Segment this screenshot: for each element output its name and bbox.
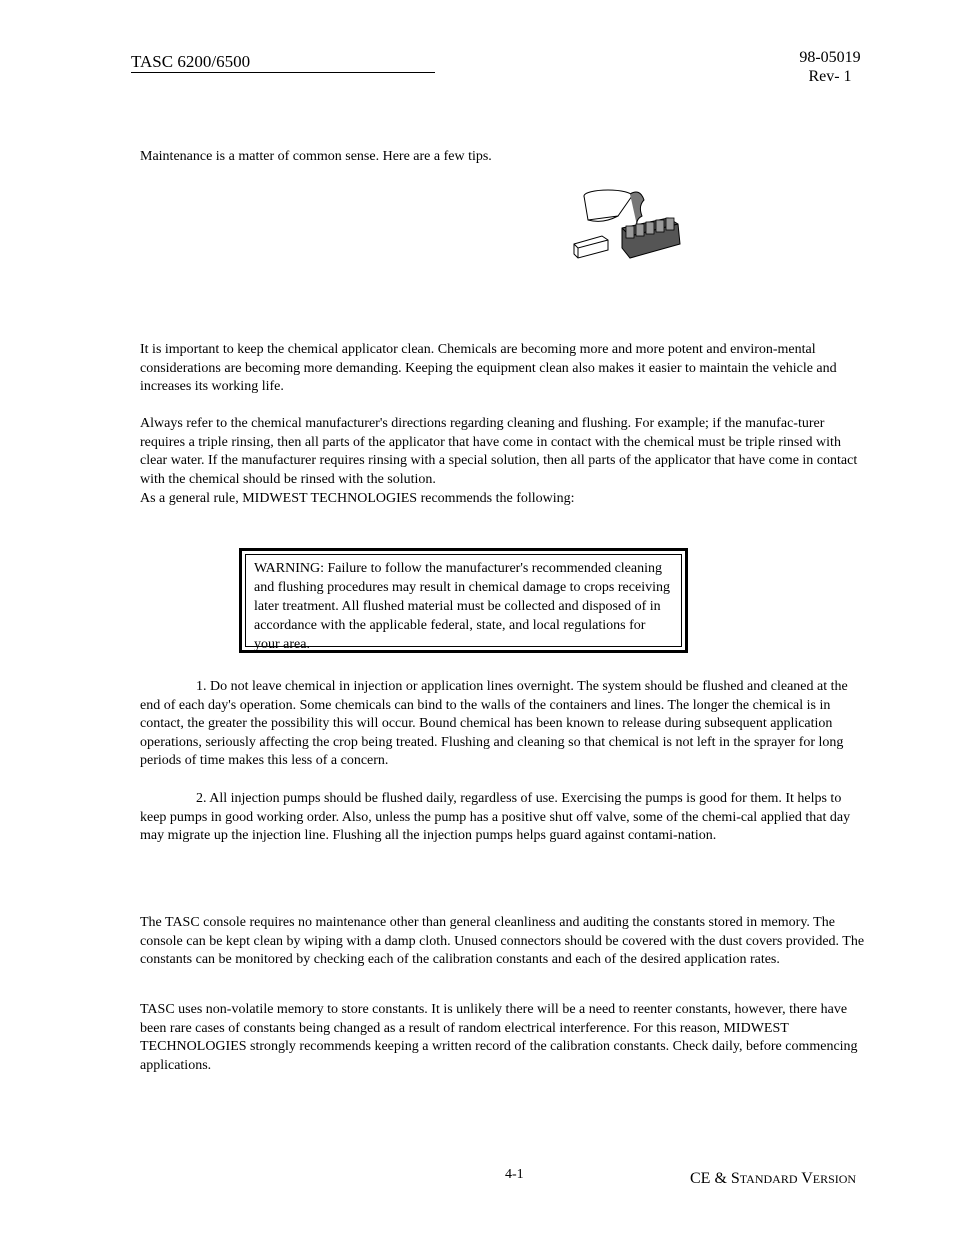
list-item-2-text: 2. All injection pumps should be flushed daily, regardless of use. Exercising the pumps is good for them. It helps to keep pumps in good working order. Also, unless the pump has a positive shut off valve, some of the chemi-cal applied that day may migrate up the injection line. Flushing all the injection pumps helps guard against contami-nation. <box>140 791 851 844</box>
intro-text: Maintenance is a matter of common sense. Here are a few tips. <box>140 149 492 164</box>
header-title: TASC 6200/6500 <box>131 52 435 73</box>
warning-box <box>239 548 688 653</box>
paragraph-general-rule: As a general rule, MIDWEST TECHNOLOGIES recommends the following: <box>140 491 575 506</box>
cleaning-illustration <box>568 186 683 261</box>
paragraph-cleanliness: It is important to keep the chemical applicator clean. Chemicals are becoming more and more potent and environ-mental considerations are becoming more demanding. Keeping the equipment clean also makes it easier to maintain the vehicle and increases its working life. <box>140 342 837 395</box>
revision: Rev- 1 <box>808 68 852 85</box>
version-label <box>690 1170 856 1188</box>
version-tandard: TANDARD <box>739 1172 798 1186</box>
paragraph-non-volatile-memory: TASC uses non-volatile memory to store constants. It is unlikely there will be a need to reenter constants, however, there have been rare cases of constants being changed as a result of random electrical interference. For this reason, MIDWEST TECHNOLOGIES strongly recommends keeping a written record of the calibration constants. Check daily, before commencing applications. <box>140 1002 858 1073</box>
list-item-2 <box>140 790 870 846</box>
paragraph-manufacturer-directions: Always refer to the chemical manufacturer's directions regarding cleaning and flushing. For example; if the manufac-turer requires a triple rinsing, then all parts of the applicator that have come in contact with the chemical must be triple rinsed with clear water. If the manufacturer requires rinsing with a special solution, then all parts of the applicator that have come in contact with the chemical should be rinsed with the solution. <box>140 416 858 487</box>
doc-number: 98-05019 <box>799 49 861 66</box>
version-s: S <box>730 1170 740 1187</box>
version-ersion: ERSION <box>812 1172 857 1186</box>
version-v: V <box>797 1170 813 1187</box>
version-ce: CE & <box>690 1170 731 1187</box>
paragraph-console-maintenance: The TASC console requires no maintenance other than general cleanliness and auditing the constants stored in memory. The console can be kept clean by wiping with a damp cloth. Unused connectors should be covered with the dust covers provided. The constants can be monitored by checking each of the calibration constants and each of the desired application rates. <box>140 915 865 968</box>
header-doc-info <box>760 48 900 86</box>
list-item-1 <box>140 678 870 771</box>
page-number: 4-1 <box>505 1167 524 1182</box>
list-item-1-text: 1. Do not leave chemical in injection or application lines overnight. The system should be flushed and cleaned at the end of each day's operation. Some chemicals can bind to the walls of the containers and lines. The longer the chemical is in contact, the greater the possibility this will occur. Bound chemical has been known to release during subsequent application operations, seriously affecting the crop being treated. Flushing and cleaning so that chemical is not left in the sprayer for long periods of time makes this less of a concern. <box>140 679 848 769</box>
warning-text: WARNING: Failure to follow the manufacturer's recommended cleaning and flushing procedures may result in chemical damage to crops receiving later treatment. All flushed material must be collected and disposed of in accordance with the applicable federal, state, and local regulations for your area. <box>245 554 682 647</box>
